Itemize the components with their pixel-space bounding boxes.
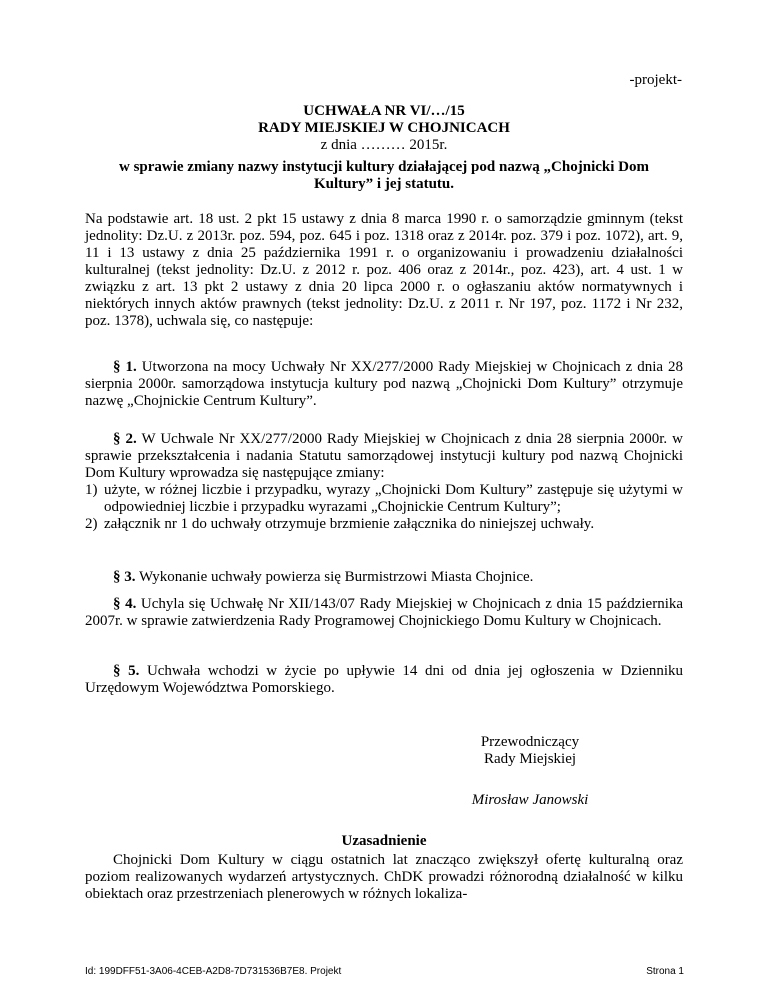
section-1 xyxy=(85,359,683,410)
resolution-number: UCHWAŁA NR VI/…/15 xyxy=(303,103,465,119)
justification-text: Chojnicki Dom Kultury w ciągu ostatnich lat znacząco zwiększył ofertę kulturalną oraz poziom realizowanych wydarzeń artystycznych. ChDK prowadzi różnorodną działalność w kilku obiektach oraz przestrzeniach plenerowych w różnych lokaliza- xyxy=(85,852,683,902)
resolution-date: z dnia ……… 2015r. xyxy=(320,137,448,153)
list-item-text: użyte, w różnej liczbie i przypadku, wyrazy „Chojnicki Dom Kultury” zastępuje się użytymi w odpowiedniej liczbie i przypadku wyrazami „Chojnickie Centrum Kultury”; xyxy=(104,482,683,515)
legal-basis-text: Na podstawie art. 18 ust. 2 pkt 15 ustawy z dnia 8 marca 1990 r. o samorządzie gminnym (tekst jednolity: Dz.U. z 2013r. poz. 594, poz. 645 i poz. 1318 oraz z 2014r. poz. 379 i poz. 1072), art. 9, 11 i 13 ustawy z dnia 25 października 1991 r. o organizowaniu i prowadzeniu działalności kulturalnej (tekst jednolity: Dz.U. z 2012 r. poz. 406 oraz z 2014r., poz. 423), art. 4 ust. 1 w związku z art. 13 pkt 2 ustawy z dnia 20 lipca 2000 r. o ogłaszaniu aktów normatywnych i niektórych innych aktów prawnych (tekst jednolity: Dz.U. z 2011 r. Nr 197, poz. 1172 i Nr 232, poz. 1378), uchwala się, co następuje: xyxy=(85,211,683,329)
section-number: § 4. xyxy=(113,596,137,612)
document-id: Id: 199DFF51-3A06-4CEB-A2D8-7D731536B7E8. Projekt xyxy=(85,966,342,977)
justification-section xyxy=(85,852,683,903)
section-number: § 3. xyxy=(113,569,136,585)
section-number: § 2. xyxy=(113,431,137,447)
project-marker: -projekt- xyxy=(629,72,682,88)
list-item-number: 1) xyxy=(85,482,98,498)
list-item-text: załącznik nr 1 do uchwały otrzymuje brzmienie załącznika do niniejszej uchwały. xyxy=(104,516,595,532)
signatory-title xyxy=(430,734,630,768)
signatory-title-line: Rady Miejskiej xyxy=(483,751,577,767)
signatory-title-line: Przewodniczący xyxy=(480,734,580,750)
section-5 xyxy=(85,663,683,697)
resolution-subject: w sprawie zmiany nazwy instytucji kultury działającej pod nazwą „Chojnicki Dom Kultury” i jej statutu. xyxy=(118,159,649,192)
section-number: § 1. xyxy=(113,359,137,375)
section-text: Wykonanie uchwały powierza się Burmistrzowi Miasta Chojnice. xyxy=(138,569,534,585)
section-number: § 5. xyxy=(113,663,140,679)
list-item xyxy=(85,516,683,533)
section-text: Utworzona na mocy Uchwały Nr XX/277/2000 Rady Miejskiej w Chojnicach z dnia 28 sierpnia 2000r. samorządowa instytucja kultury pod nazwą „Chojnicki Dom Kultury” otrzymuje nazwę „Chojnickie Centrum Kultury”. xyxy=(85,359,684,409)
resolution-header xyxy=(0,103,768,154)
council-name: RADY MIEJSKIEJ W CHOJNICACH xyxy=(258,120,510,136)
section-4 xyxy=(85,596,683,630)
section-2 xyxy=(85,431,683,533)
list-item xyxy=(85,482,683,516)
legal-basis-paragraph xyxy=(85,211,683,330)
page-number: Strona 1 xyxy=(646,966,684,977)
section-3 xyxy=(85,569,683,586)
list-item-number: 2) xyxy=(85,516,98,532)
section-text: Uchwała wchodzi w życie po upływie 14 dni od dnia jej ogłoszenia w Dzienniku Urzędowym Województwa Pomorskiego. xyxy=(85,663,683,696)
section-text: W Uchwale Nr XX/277/2000 Rady Miejskiej w Chojnicach z dnia 28 sierpnia 2000r. w sprawie przekształcenia i nadania Statutu samorządowej instytucji kultury pod nazwą Chojnicki Dom Kultury wprowadza się następujące zmiany: xyxy=(85,431,683,481)
signatory-name: Mirosław Janowski xyxy=(471,792,589,808)
section-text: Uchyla się Uchwałę Nr XII/143/07 Rady Miejskiej w Chojnicach z dnia 15 października 2007r. w sprawie zatwierdzenia Rady Programowej Chojnickiego Domu Kultury w Chojnicach. xyxy=(85,596,684,629)
justification-heading: Uzasadnienie xyxy=(341,833,427,849)
